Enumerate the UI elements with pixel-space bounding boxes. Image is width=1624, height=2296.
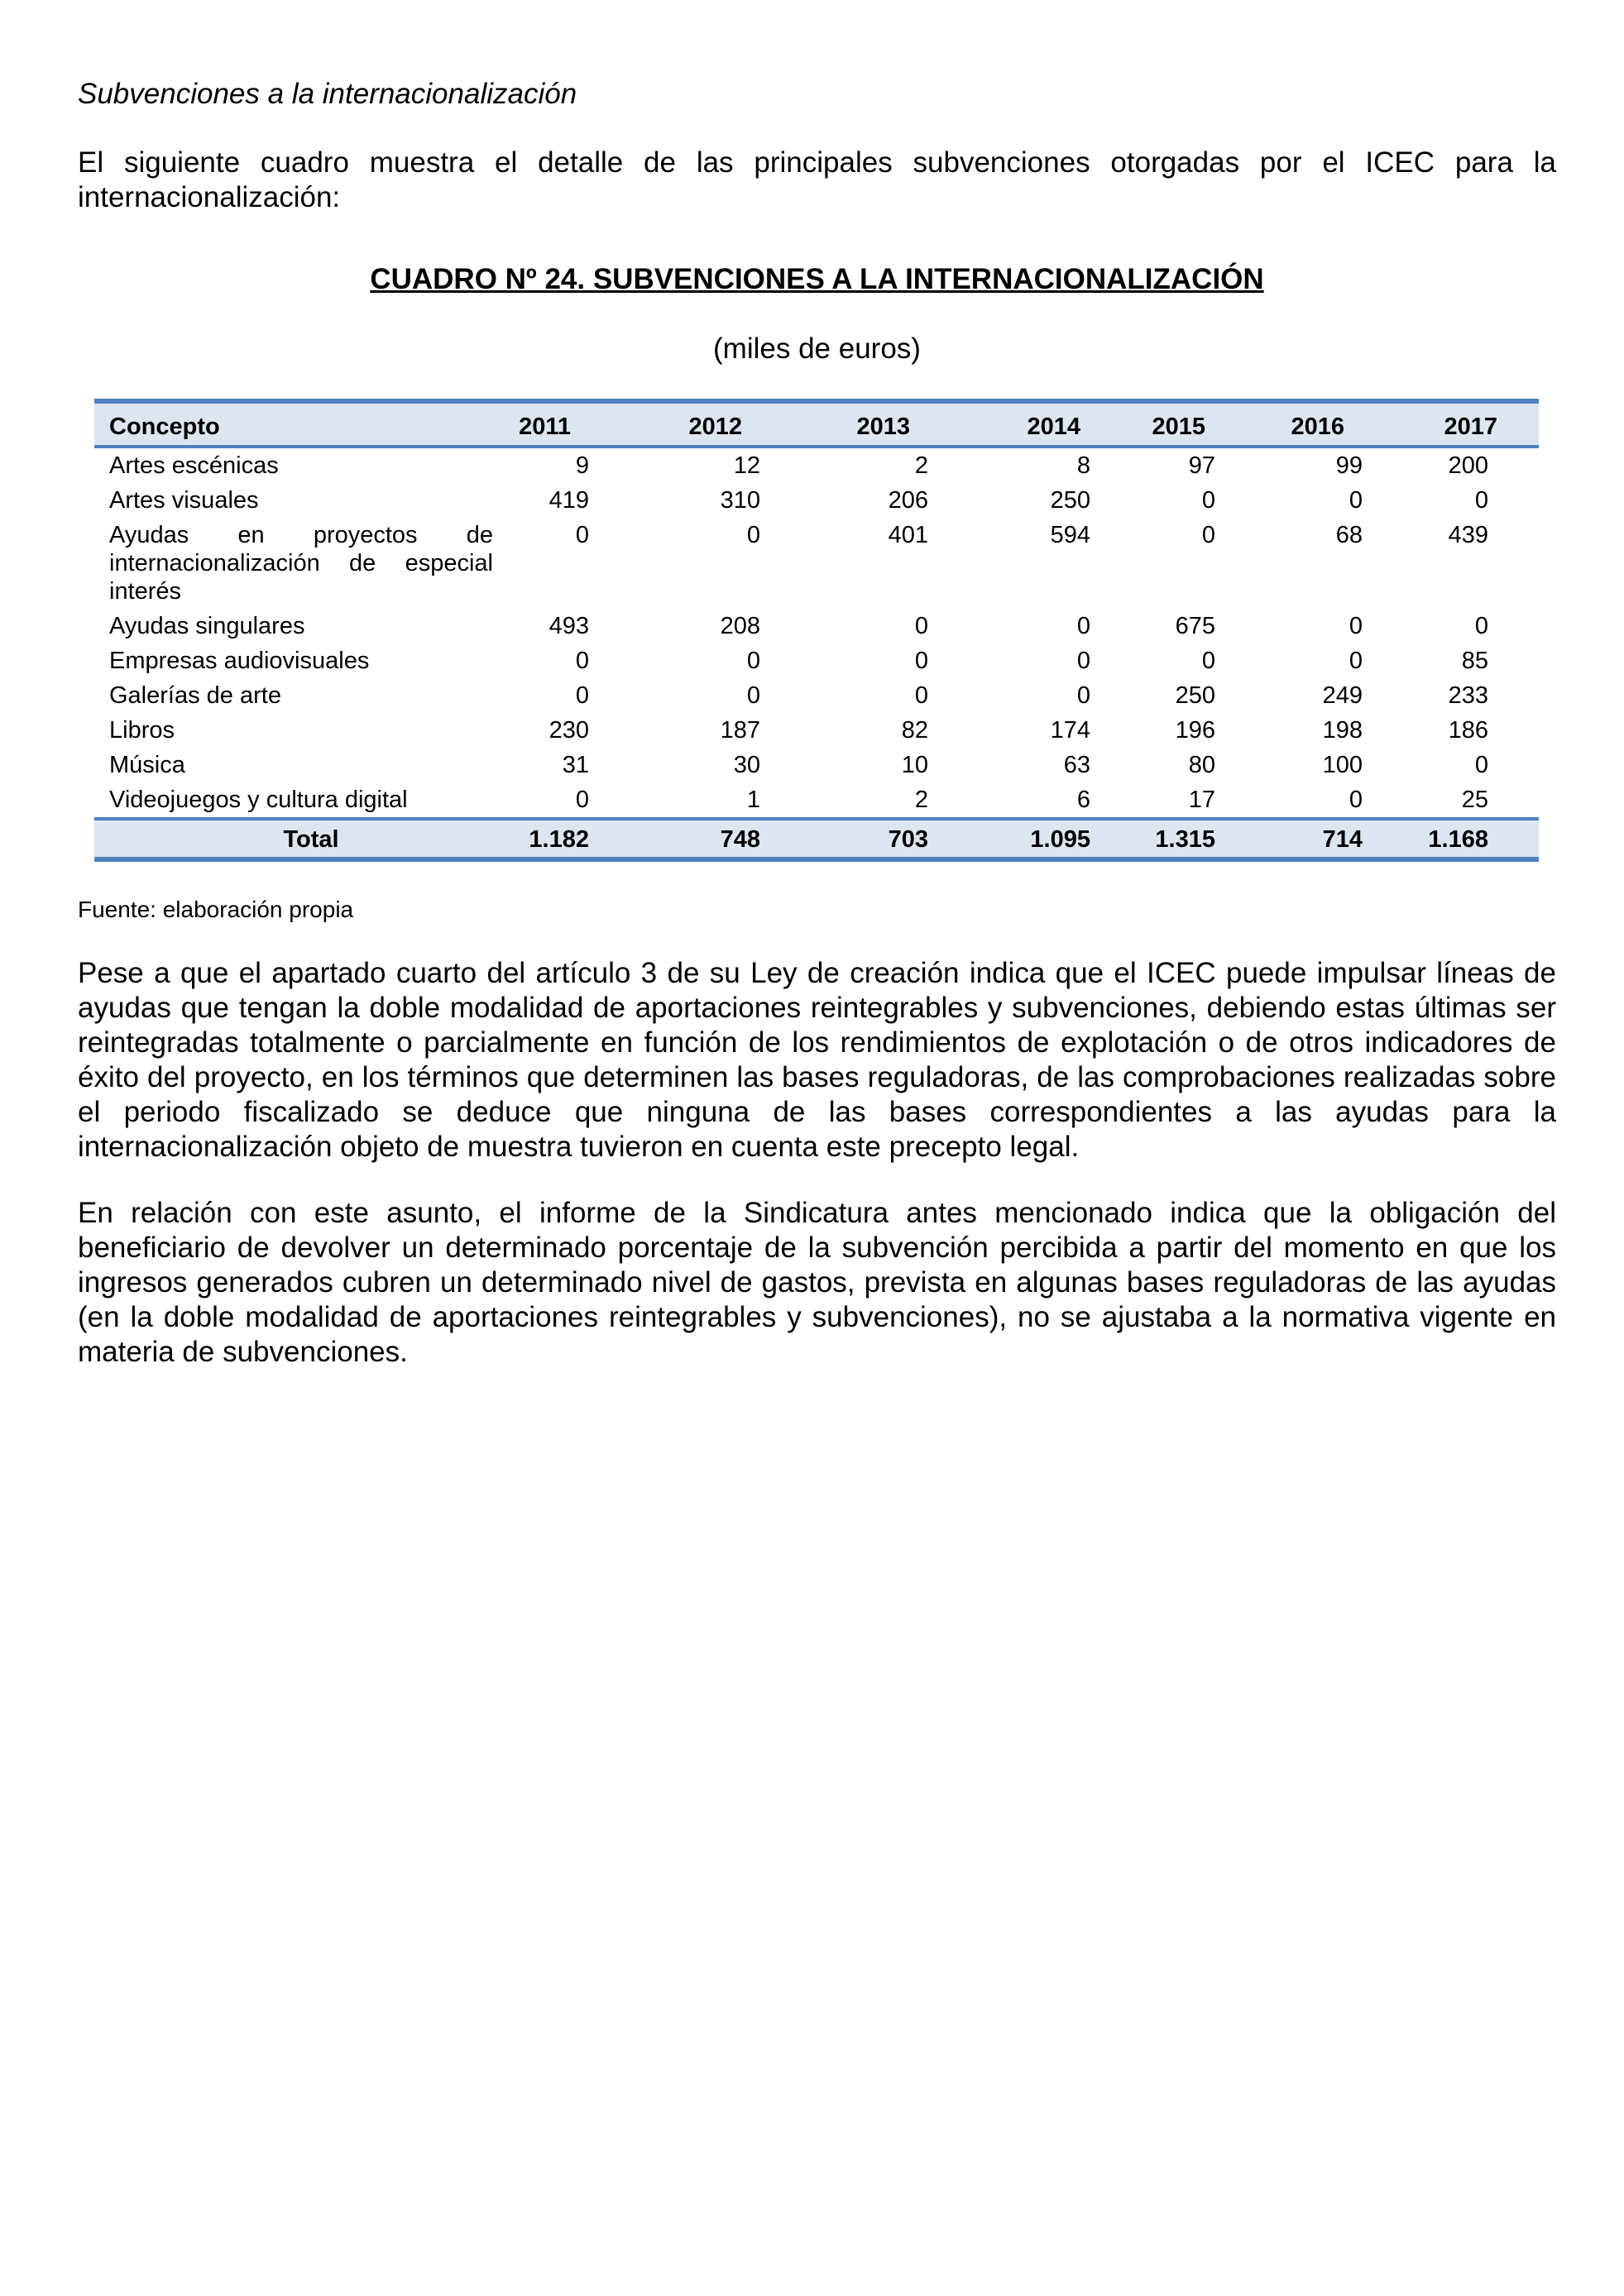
row-value: 208: [720, 613, 760, 639]
row-value: 80: [1188, 752, 1215, 778]
header-year: 2016: [1291, 413, 1344, 440]
source-note: Fuente: elaboración propia: [78, 897, 354, 922]
row-value: 0: [1201, 522, 1215, 548]
row-value: 196: [1175, 717, 1215, 744]
row-value: 675: [1175, 613, 1215, 639]
row-value: 0: [1076, 648, 1090, 674]
row-value: 10: [901, 752, 928, 778]
table-row: [94, 678, 1539, 713]
row-value: 97: [1188, 452, 1215, 479]
subsidies-table: [94, 399, 1539, 862]
row-value: 8: [1076, 452, 1090, 479]
total-value: 748: [720, 826, 760, 853]
header-year: 2017: [1444, 413, 1497, 440]
header-year: 2015: [1152, 413, 1205, 440]
row-value: 250: [1050, 487, 1090, 514]
row-value: 0: [1474, 752, 1488, 778]
header-year: 2014: [1027, 413, 1080, 440]
table-row: [94, 713, 1539, 748]
row-concepto: Ayudas singulares: [109, 613, 305, 639]
row-concepto: Artes visuales: [109, 487, 259, 514]
row-value: 6: [1076, 787, 1090, 813]
total-value: 1.168: [1428, 826, 1488, 853]
row-value: 310: [720, 487, 760, 514]
row-value: 0: [746, 682, 760, 709]
row-value: 0: [575, 522, 589, 548]
header-year: 2013: [856, 413, 910, 440]
row-value: 419: [549, 487, 589, 514]
row-value: 85: [1461, 648, 1488, 674]
table-row: [94, 782, 1539, 819]
total-value: 1.095: [1030, 826, 1090, 853]
row-value: 99: [1335, 452, 1363, 479]
table-units: (miles de euros): [713, 332, 921, 365]
row-value: 0: [1474, 487, 1488, 514]
total-value: 1.182: [529, 826, 589, 853]
row-value: 2: [914, 787, 928, 813]
table-row: [94, 483, 1539, 518]
row-value: 0: [1201, 487, 1215, 514]
row-value: 200: [1448, 452, 1488, 479]
header-year: 2011: [519, 413, 571, 440]
row-value: 63: [1063, 752, 1090, 778]
table-row: [94, 748, 1539, 782]
row-value: 186: [1448, 717, 1488, 744]
paragraph-3: En relación con este asunto, el informe de la Sindicatura antes mencionado indica que la obligación del beneficiario de devolver un determinado porcentaje de la subvención percibida a partir del momento en que los ingresos generados cubren un determinado nivel de gastos, prevista en algunas bases reguladoras de las ayudas (en la doble modalidad de aportaciones reintegrables y subvenciones), no se ajustaba a la normativa vigente en materia de subvenciones.: [78, 1197, 1556, 1368]
row-value: 25: [1461, 787, 1488, 813]
row-value: 0: [575, 648, 589, 674]
section-heading: Subvenciones a la internacionalización: [78, 78, 577, 110]
row-concepto: Libros: [109, 717, 175, 744]
total-value: 1.315: [1155, 826, 1215, 853]
row-value: 12: [733, 452, 760, 479]
row-value: 187: [720, 717, 760, 744]
row-value: 0: [1076, 613, 1090, 639]
row-value: 174: [1050, 717, 1090, 744]
row-value: 233: [1448, 682, 1488, 709]
row-concepto: Videojuegos y cultura digital: [109, 787, 408, 813]
table-row: [94, 643, 1539, 678]
row-value: 0: [914, 682, 928, 709]
table-title: CUADRO Nº 24. SUBVENCIONES A LA INTERNACIONALIZACIÓN: [370, 263, 1264, 295]
row-value: 2: [914, 452, 928, 479]
row-concepto: Música: [109, 752, 185, 778]
row-value: 0: [575, 682, 589, 709]
header-concepto: Concepto: [109, 413, 220, 440]
row-value: 0: [1349, 787, 1363, 813]
row-value: 0: [1349, 648, 1363, 674]
row-value: 1: [746, 787, 760, 813]
row-value: 9: [575, 452, 589, 479]
row-value: 0: [746, 648, 760, 674]
row-value: 493: [549, 613, 589, 639]
row-value: 0: [914, 648, 928, 674]
row-value: 0: [914, 613, 928, 639]
row-value: 31: [562, 752, 589, 778]
row-value: 68: [1335, 522, 1363, 548]
row-value: 0: [1474, 613, 1488, 639]
row-concepto: Empresas audiovisuales: [109, 648, 370, 674]
row-concepto: Ayudas en proyectos de internacionalización de especial interés: [109, 522, 493, 605]
row-value: 230: [549, 717, 589, 744]
row-value: 30: [733, 752, 760, 778]
table-row: [94, 518, 1539, 609]
total-value: 703: [888, 826, 928, 853]
row-value: 198: [1322, 717, 1363, 744]
table-total-row: [94, 819, 1539, 859]
header-year: 2012: [688, 413, 742, 440]
table-row: [94, 447, 1539, 483]
row-value: 0: [575, 787, 589, 813]
row-value: 401: [888, 522, 928, 548]
row-value: 17: [1188, 787, 1215, 813]
row-value: 249: [1322, 682, 1363, 709]
row-value: 594: [1050, 522, 1090, 548]
total-value: 714: [1322, 826, 1363, 853]
row-value: 206: [888, 487, 928, 514]
row-concepto: Artes escénicas: [109, 452, 279, 479]
paragraph-2: Pese a que el apartado cuarto del artículo 3 de su Ley de creación indica que el ICEC puede impulsar líneas de ayudas que tengan la doble modalidad de aportaciones reintegrables y subvenciones, debiendo estas últimas ser reintegradas totalmente o parcialmente en función de los rendimientos de explotación o de otros indicadores de éxito del proyecto, en los términos que determinen las bases reguladoras, de las comprobaciones realizadas sobre el periodo fiscalizado se deduce que ninguna de las bases correspondientes a las ayudas para la internacionalización objeto de muestra tuvieron en cuenta este precepto legal.: [78, 957, 1556, 1163]
row-value: 82: [901, 717, 928, 744]
table-row: [94, 609, 1539, 643]
row-concepto: Galerías de arte: [109, 682, 281, 709]
total-label: Total: [283, 826, 339, 853]
row-value: 439: [1448, 522, 1488, 548]
intro-paragraph: El siguiente cuadro muestra el detalle de las principales subvenciones otorgadas por el ICEC para la internacionalización:: [78, 146, 1556, 213]
table-header-row: [94, 401, 1539, 447]
row-value: 0: [1349, 613, 1363, 639]
row-value: 0: [746, 522, 760, 548]
row-value: 0: [1201, 648, 1215, 674]
row-value: 0: [1349, 487, 1363, 514]
row-value: 0: [1076, 682, 1090, 709]
row-value: 250: [1175, 682, 1215, 709]
row-value: 100: [1322, 752, 1363, 778]
